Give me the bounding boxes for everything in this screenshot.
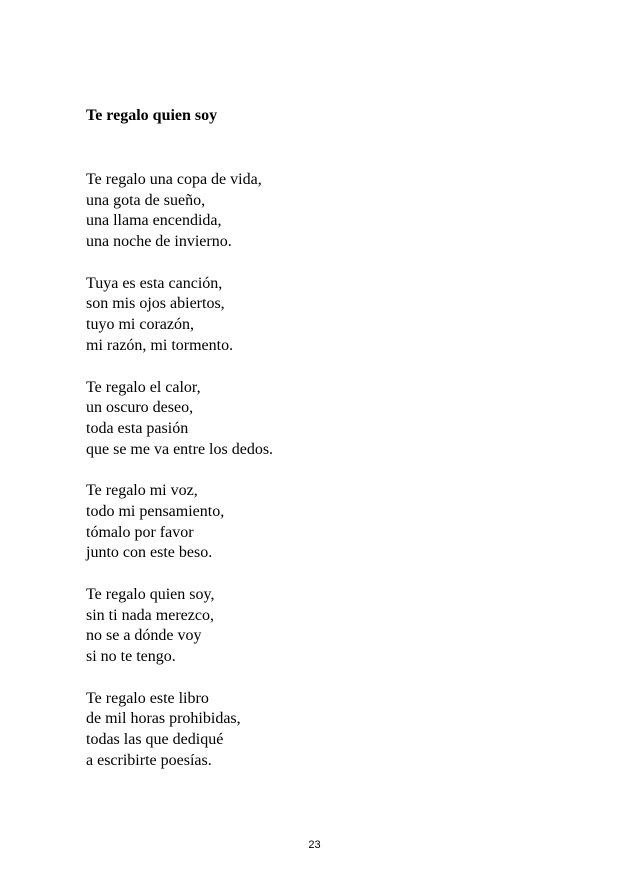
poem-line: no se a dónde voy bbox=[86, 627, 202, 645]
poem-line: que se me va entre los dedos. bbox=[86, 440, 274, 458]
poem-line: son mis ojos abiertos, bbox=[86, 295, 225, 313]
poem-line: junto con este beso. bbox=[86, 544, 213, 562]
stanza-4 bbox=[86, 481, 273, 564]
poem-line: Te regalo quien soy, bbox=[86, 586, 215, 603]
poem-line: Tuya es esta canción, bbox=[86, 274, 223, 292]
poem-line: una gota de sueño, bbox=[86, 191, 206, 209]
poem-title: Te regalo quien soy bbox=[86, 107, 218, 124]
poem-line: todo mi pensamiento, bbox=[86, 502, 225, 520]
stanza-2 bbox=[86, 274, 273, 357]
poem-line: sin ti nada merezco, bbox=[86, 606, 214, 624]
stanza-1 bbox=[86, 170, 273, 253]
stanza-3 bbox=[86, 378, 273, 461]
stanza-5 bbox=[86, 585, 273, 668]
poem-line: si no te tengo. bbox=[86, 648, 176, 666]
poem-line: una noche de invierno. bbox=[86, 233, 232, 251]
poem-line: toda esta pasión bbox=[86, 419, 189, 437]
poem-line: Te regalo una copa de vida, bbox=[86, 171, 262, 188]
poem-line: mi razón, mi tormento. bbox=[86, 336, 234, 354]
poem-line: tómalo por favor bbox=[86, 523, 194, 541]
poem-line: de mil horas prohibidas, bbox=[86, 710, 241, 728]
poem-line: a escribirte poesías. bbox=[86, 751, 212, 769]
poem-line: todas las que dediqué bbox=[86, 731, 224, 749]
stanza-6 bbox=[86, 689, 273, 772]
poem-line: tuyo mi corazón, bbox=[86, 316, 194, 334]
poem-line: Te regalo el calor, bbox=[86, 378, 201, 396]
poem-line: Te regalo este libro bbox=[86, 689, 209, 707]
page-number: 23 bbox=[308, 839, 321, 851]
poem-line: Te regalo mi voz, bbox=[86, 482, 198, 500]
poem-body bbox=[86, 170, 273, 793]
poem-line: una llama encendida, bbox=[86, 212, 222, 230]
poem-line: un oscuro deseo, bbox=[86, 399, 194, 417]
